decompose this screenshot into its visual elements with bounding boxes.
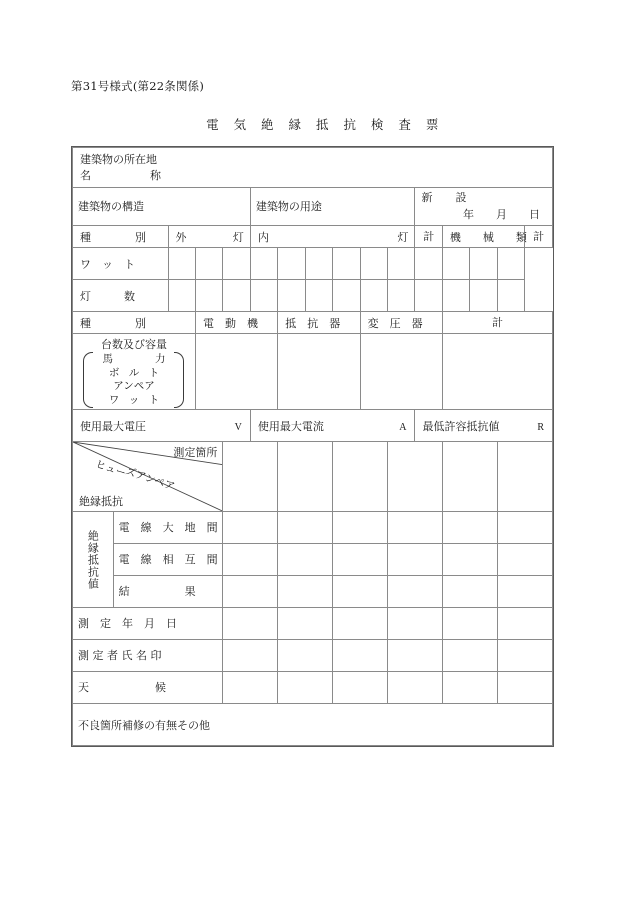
equipment-kind-header (73, 312, 196, 334)
machine-label: 機 械 類 (449, 230, 527, 244)
inspector-cell[interactable] (497, 640, 552, 672)
inspector-cell[interactable] (223, 640, 278, 672)
phase-value-cell[interactable] (223, 544, 278, 576)
lighting-total-label: 計 (423, 229, 435, 243)
weather-cell[interactable] (333, 672, 388, 704)
weather-cell[interactable] (442, 672, 497, 704)
capacity-label-cell (73, 334, 196, 410)
building-structure-label: 建築物の構造 (78, 199, 144, 213)
min-resistance-unit: R (537, 421, 544, 433)
lamp-cell[interactable] (168, 280, 195, 312)
lighting-kind-label: 種 別 (80, 230, 146, 244)
insulation-value-label: 絶縁抵抗値 (86, 529, 100, 590)
lamp-cell[interactable] (388, 280, 415, 312)
remarks-label: 不良箇所補修の有無その他 (78, 719, 210, 733)
watt-cell[interactable] (168, 248, 195, 280)
lamp-cell[interactable] (250, 280, 277, 312)
fuse-ampere-label: ヒューズアンペア (93, 458, 176, 494)
equipment-motor-label: 電 動 機 (202, 316, 258, 330)
measure-date-cell[interactable] (442, 608, 497, 640)
max-voltage-cell[interactable] (73, 410, 251, 442)
measure-point-cell[interactable] (388, 442, 443, 512)
machine-total-header (525, 226, 553, 248)
earth-value-cell[interactable] (278, 512, 333, 544)
lamp-cell[interactable] (360, 280, 387, 312)
measure-date-cell[interactable] (278, 608, 333, 640)
remarks-cell[interactable] (73, 704, 553, 746)
newbuild-year-label: 年 (463, 207, 474, 221)
measurement-diagonal-header (73, 442, 223, 512)
lighting-indoor-unit: 灯 (397, 230, 409, 244)
min-resistance-label: 最低許容抵抗値 (422, 419, 500, 433)
lighting-total-header (415, 226, 442, 248)
lighting-indoor-header (250, 226, 415, 248)
inspector-cell[interactable] (333, 640, 388, 672)
watt-cell[interactable] (470, 248, 497, 280)
table-row-result (73, 576, 553, 608)
lamp-cell[interactable] (415, 280, 442, 312)
form-number: 第31号様式(第22条関係) (71, 79, 205, 93)
capacity-transformer-cell[interactable] (360, 334, 442, 410)
lamp-row-label-cell (73, 280, 169, 312)
inspector-cell[interactable] (278, 640, 333, 672)
measure-date-label: 測 定 年 月 日 (78, 616, 177, 630)
lighting-outdoor-unit: 灯 (232, 230, 244, 244)
equipment-kind-label: 種 別 (80, 316, 146, 330)
capacity-bracket (82, 352, 185, 408)
watt-cell[interactable] (360, 248, 387, 280)
table-row-capacity (73, 334, 553, 410)
measure-date-cell[interactable] (223, 608, 278, 640)
measure-point-cell[interactable] (333, 442, 388, 512)
result-value-cell[interactable] (223, 576, 278, 608)
lamp-cell[interactable] (470, 280, 497, 312)
machine-header (442, 226, 527, 248)
measurement-point-label: 測定箇所 (173, 446, 218, 459)
phase-row-label-cell (113, 544, 223, 576)
table-row-weather (73, 672, 553, 704)
earth-row-label-cell (113, 512, 223, 544)
max-voltage-label: 使用最大電圧 (80, 419, 146, 433)
lighting-outdoor-header (168, 226, 250, 248)
building-name-label-1: 名 (80, 169, 91, 182)
inspection-form-table (71, 146, 554, 747)
equipment-transformer-label: 変 圧 器 (367, 316, 423, 330)
inspector-label-cell (73, 640, 223, 672)
weather-label: 天 候 (78, 680, 166, 694)
lamp-cell[interactable] (442, 280, 469, 312)
phase-value-cell[interactable] (278, 544, 333, 576)
table-row-lighting-header (73, 226, 553, 248)
table-row-earth (73, 512, 553, 544)
newbuild-label: 新 設 (421, 191, 473, 204)
measure-point-cell[interactable] (497, 442, 552, 512)
insulation-value-vertical-cell (73, 512, 114, 608)
machine-total-label: 計 (533, 229, 545, 243)
table-row-equipment-header (73, 312, 553, 334)
table-row-watts (73, 248, 553, 280)
building-name-label-2: 称 (150, 169, 161, 182)
earth-row-label: 電 線 大 地 間 (118, 520, 218, 534)
equipment-total-header (442, 312, 552, 334)
watt-row-label-cell (73, 248, 169, 280)
earth-value-cell[interactable] (442, 512, 497, 544)
capacity-item-horsepower: 馬 力 (102, 353, 173, 366)
watt-row-label: ワ ッ ト (80, 257, 135, 271)
result-value-cell[interactable] (497, 576, 552, 608)
weather-cell[interactable] (497, 672, 552, 704)
watt-cell[interactable] (223, 248, 250, 280)
building-location-label: 建築物の所在地 (80, 152, 157, 166)
newbuild-day-label: 日 (529, 207, 540, 221)
building-location-cell[interactable] (73, 148, 553, 188)
lighting-indoor-label: 内 (257, 230, 269, 244)
capacity-item-volt: ボ ル ト (108, 366, 163, 379)
lamp-cell[interactable] (195, 280, 222, 312)
insulation-resistance-label: 絶縁抵抗 (79, 495, 123, 508)
watt-cell[interactable] (497, 248, 524, 280)
capacity-resistor-cell[interactable] (278, 334, 360, 410)
earth-value-cell[interactable] (497, 512, 552, 544)
watt-cell[interactable] (278, 248, 305, 280)
weather-cell[interactable] (278, 672, 333, 704)
earth-value-cell[interactable] (388, 512, 443, 544)
measure-date-cell[interactable] (388, 608, 443, 640)
result-row-label-cell (113, 576, 223, 608)
watt-cell[interactable] (305, 248, 332, 280)
max-voltage-unit: V (234, 421, 242, 433)
result-value-cell[interactable] (388, 576, 443, 608)
newbuild-date-cell[interactable] (415, 188, 553, 226)
table-row-inspector (73, 640, 553, 672)
equipment-motor-header (195, 312, 277, 334)
measure-point-cell[interactable] (223, 442, 278, 512)
lighting-outdoor-label: 外 (175, 230, 187, 244)
lamp-cell[interactable] (223, 280, 250, 312)
max-current-label: 使用最大電流 (257, 419, 324, 433)
inspector-cell[interactable] (388, 640, 443, 672)
capacity-total-cell[interactable] (442, 334, 552, 410)
table-row-structure (73, 188, 553, 226)
measure-point-cell[interactable] (442, 442, 497, 512)
lamp-row-label: 灯 数 (80, 289, 135, 303)
watt-cell[interactable] (415, 248, 442, 280)
inspector-label: 測 定 者 氏 名 印 (78, 648, 162, 662)
lamp-cell[interactable] (333, 280, 360, 312)
min-resistance-cell[interactable] (415, 410, 553, 442)
watt-cell[interactable] (195, 248, 222, 280)
result-value-cell[interactable] (278, 576, 333, 608)
capacity-item-ampere: アンペア (113, 380, 155, 393)
building-use-label: 建築物の用途 (255, 199, 322, 213)
equipment-resistor-header (278, 312, 360, 334)
earth-value-cell[interactable] (223, 512, 278, 544)
building-structure-cell[interactable] (73, 188, 251, 226)
table-row-measure-date (73, 608, 553, 640)
capacity-motor-cell[interactable] (195, 334, 277, 410)
phase-value-cell[interactable] (442, 544, 497, 576)
equipment-resistor-label: 抵 抗 器 (285, 316, 341, 330)
page-title: 電 気 絶 縁 抵 抗 検 査 票 (206, 117, 444, 132)
measure-date-label-cell (73, 608, 223, 640)
capacity-title: 台数及び容量 (100, 337, 167, 351)
table-row-phase (73, 544, 553, 576)
measure-date-cell[interactable] (497, 608, 552, 640)
result-row-label: 結 果 (118, 584, 196, 598)
phase-row-label: 電 線 相 互 間 (118, 552, 218, 566)
equipment-transformer-header (360, 312, 442, 334)
weather-label-cell (73, 672, 223, 704)
weather-cell[interactable] (388, 672, 443, 704)
watt-cell[interactable] (333, 248, 360, 280)
weather-cell[interactable] (223, 672, 278, 704)
equipment-total-label: 計 (491, 315, 503, 329)
result-value-cell[interactable] (333, 576, 388, 608)
table-row-ratings (73, 410, 553, 442)
earth-value-cell[interactable] (333, 512, 388, 544)
building-use-cell[interactable] (250, 188, 415, 226)
measure-point-cell[interactable] (278, 442, 333, 512)
lamp-cell[interactable] (497, 280, 524, 312)
table-row-measure-header (73, 442, 553, 512)
max-current-cell[interactable] (250, 410, 415, 442)
measure-date-cell[interactable] (333, 608, 388, 640)
table-row-lamp-count (73, 280, 553, 312)
table-row-location (73, 148, 553, 188)
watt-cell[interactable] (388, 248, 415, 280)
lamp-cell[interactable] (278, 280, 305, 312)
lamp-cell[interactable] (305, 280, 332, 312)
result-value-cell[interactable] (442, 576, 497, 608)
phase-value-cell[interactable] (333, 544, 388, 576)
watt-cell[interactable] (250, 248, 277, 280)
watt-cell[interactable] (442, 248, 469, 280)
phase-value-cell[interactable] (497, 544, 552, 576)
phase-value-cell[interactable] (388, 544, 443, 576)
capacity-item-watt: ワ ッ ト (108, 393, 163, 406)
inspector-cell[interactable] (442, 640, 497, 672)
max-current-unit: A (399, 421, 407, 433)
newbuild-month-label: 月 (496, 207, 507, 221)
table-row-remarks (73, 704, 553, 746)
lighting-kind-header (73, 226, 169, 248)
